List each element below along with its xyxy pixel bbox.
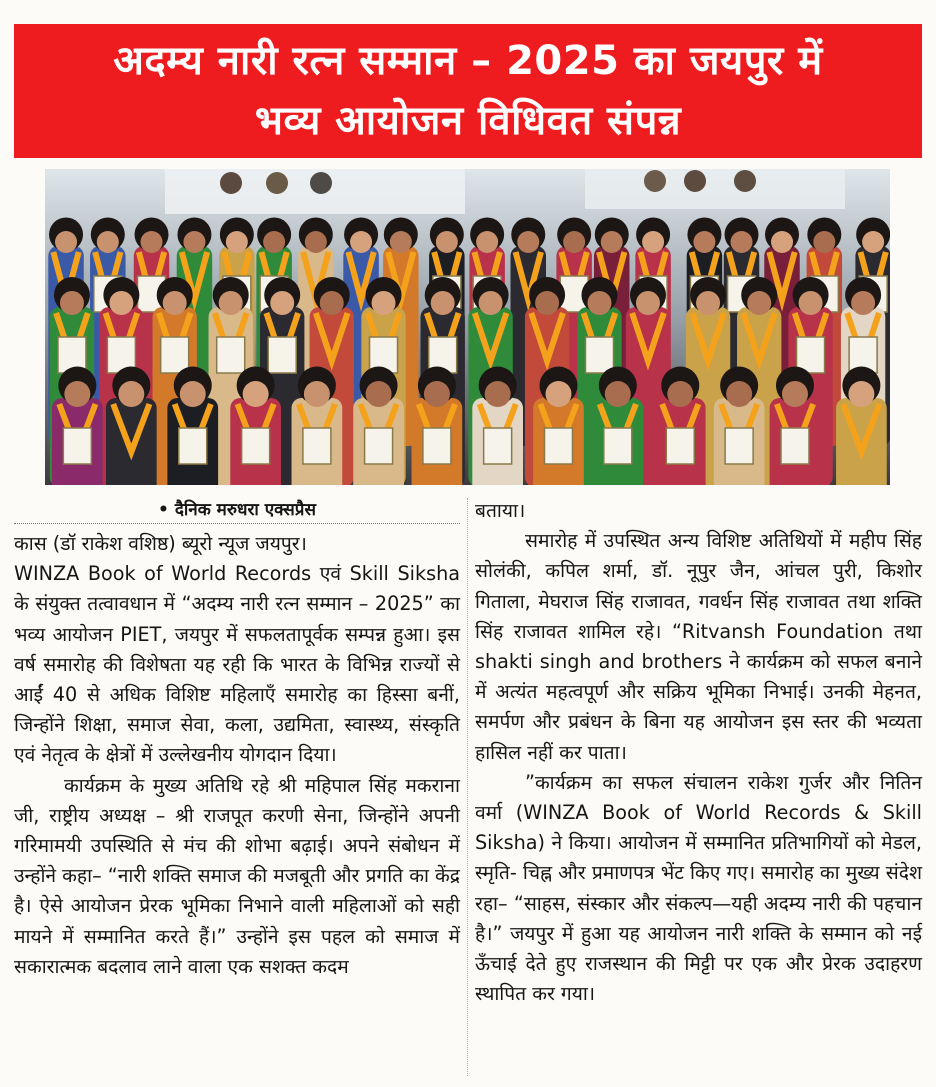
- person-face: [731, 231, 753, 253]
- certificate: [217, 337, 245, 373]
- person-face: [693, 231, 715, 253]
- group-photo: [45, 169, 890, 485]
- person-face: [263, 231, 285, 253]
- person-face: [848, 381, 874, 407]
- person-face: [64, 381, 90, 407]
- person-face: [118, 381, 144, 407]
- person-face: [180, 381, 206, 407]
- person-face: [305, 231, 327, 253]
- article-paragraph-2: WINZA Book of World Records एवं Skill Siksha के संयुक्त तत्वावधान में “अदम्य नारी रत्न सम्मान – 2025” का भव्य आयोजन PIET, जयपुर में सफलतापूर्वक सम्पन्न हुआ। इस वर्ष समारोह की विशेषता यह रही कि भारत के विभिन्न राज्यों से आईं 40 से अधिक विशिष्ट महिलाएँ समारोह का हिस्सा बनीं, जिन्होंने शिक्षा, समाज सेवा, कला, उद्यमिता, स्वास्थ्य, संस्कृति एवं नेतृत्व के क्षेत्रों में उल्लेखनीय योगदान दिया।: [14, 562, 460, 767]
- headline-line-1: अदम्य नारी रत्न सम्मान – 2025 का जयपुर में: [113, 38, 823, 84]
- person-face: [109, 291, 133, 315]
- person-face: [636, 291, 660, 315]
- person-face: [476, 231, 498, 253]
- person-face: [366, 381, 392, 407]
- person-face: [372, 291, 396, 315]
- person-face: [304, 381, 330, 407]
- certificate: [365, 428, 393, 464]
- person-face: [479, 291, 503, 315]
- person-face: [141, 231, 163, 253]
- person-face: [726, 381, 752, 407]
- person-face: [350, 231, 372, 253]
- person-face: [243, 381, 269, 407]
- certificate: [268, 337, 296, 373]
- headline-line-2: भव्य आयोजन विधिवत संपन्न: [254, 98, 682, 144]
- person-face: [667, 381, 693, 407]
- person-face: [97, 231, 119, 253]
- person-face: [320, 291, 344, 315]
- person-face: [799, 291, 823, 315]
- byline: • दैनिक मरुधरा एक्सप्रैस: [14, 496, 460, 524]
- certificate: [63, 428, 91, 464]
- person-face: [424, 381, 450, 407]
- group-photo-icon: [45, 169, 890, 485]
- article-paragraph-4: बताया।: [475, 499, 526, 522]
- certificate: [725, 428, 753, 464]
- person-face: [782, 381, 808, 407]
- certificate: [781, 428, 809, 464]
- certificate: [242, 428, 270, 464]
- certificate: [161, 337, 189, 373]
- person-face: [226, 231, 248, 253]
- person-face: [563, 231, 585, 253]
- article-left-column: [14, 496, 460, 982]
- person-face: [219, 291, 243, 315]
- certificate: [544, 428, 572, 464]
- certificate: [666, 428, 694, 464]
- person-face: [183, 231, 205, 253]
- certificate: [179, 428, 207, 464]
- person-face: [485, 381, 511, 407]
- person-face: [55, 231, 77, 253]
- column-divider: [467, 498, 468, 1076]
- person-face: [535, 291, 559, 315]
- person-face: [813, 231, 835, 253]
- person-face: [436, 231, 458, 253]
- certificate: [423, 428, 451, 464]
- person-face: [517, 231, 539, 253]
- person-face: [545, 381, 571, 407]
- person-face: [696, 291, 720, 315]
- article-paragraph-5: समारोह में उपस्थित अन्य विशिष्ट अतिथियों में महीप सिंह सोलंकी, कपिल शर्मा, डॉ. नूपुर जैन, आंचल पुरी, किशोर गिताला, मेघराज सिंह राजावत, गवर्धन सिंह राजावत तथा शक्ति सिंह राजावत शामिल रहे। “Ritvansh Foundation तथा shakti singh and brothers ने कार्यक्रम को सफल बनाने में अत्यंत महत्वपूर्ण और सक्रिय भूमिका निभाई। उनकी मेहनत, समर्पण और प्रबंधन के बिना यह आयोजन इस स्तर की भव्यता हासिल नहीं कर पाता।: [475, 529, 922, 764]
- person-face: [270, 291, 294, 315]
- person-face: [851, 291, 875, 315]
- certificate: [604, 428, 632, 464]
- article-right-column: [475, 496, 922, 1009]
- person-face: [163, 291, 187, 315]
- person-face: [771, 231, 793, 253]
- article-paragraph-1: कास (डॉ राकेश वशिष्ठ) ब्यूरो न्यूज जयपुर।: [14, 532, 307, 555]
- person-face: [390, 231, 412, 253]
- person-face: [601, 231, 623, 253]
- article-paragraph-3: कार्यक्रम के मुख्य अतिथि रहे श्री महिपाल सिंह मकराना जी, राष्ट्रीय अध्यक्ष – श्री राजपूत करणी सेना, जिन्होंने अपनी गरिमामयी उपस्थिति से मंच की शोभा बढ़ाई। अपने संबोधन में उन्होंने कहा– “नारी शक्ति समाज की मजबूती और प्रगति का केंद्र है। ऐसे आयोजन प्रेरक भूमिका निभाने वाली महिलाओं को सही मायने में सम्मानित करते हैं।” उन्होंने इस पहल को समाज में सकारात्मक बदलाव लाने वाला एक सशक्त कदम: [14, 773, 460, 978]
- certificate: [484, 428, 512, 464]
- person-face: [642, 231, 664, 253]
- person-face: [431, 291, 455, 315]
- certificate: [585, 337, 613, 373]
- headline-banner: [14, 24, 922, 158]
- person-face: [862, 231, 884, 253]
- person-face: [60, 291, 84, 315]
- person-face: [587, 291, 611, 315]
- article-paragraph-6: ”कार्यक्रम का सफल संचालन राकेश गुर्जर और नितिन वर्मा (WINZA Book of World Records & Skill Siksha) ने किया। आयोजन में सम्मानित प्रतिभागियों को मेडल, स्मृति- चिह्न और प्रमाणपत्र भेंट किए गए। समारोह का मुख्य संदेश रहा– “साहस, संस्कार और संकल्प—यही अदम्य नारी की पहचान है।” जयपुर में हुआ यह आयोजन नारी शक्ति के सम्मान को नई ऊँचाई देते हुए राजस्थान की मिट्टी पर एक और प्रेरक उदाहरण स्थापित कर गया।: [475, 770, 922, 1006]
- certificate: [303, 428, 331, 464]
- person-face: [747, 291, 771, 315]
- person-face: [605, 381, 631, 407]
